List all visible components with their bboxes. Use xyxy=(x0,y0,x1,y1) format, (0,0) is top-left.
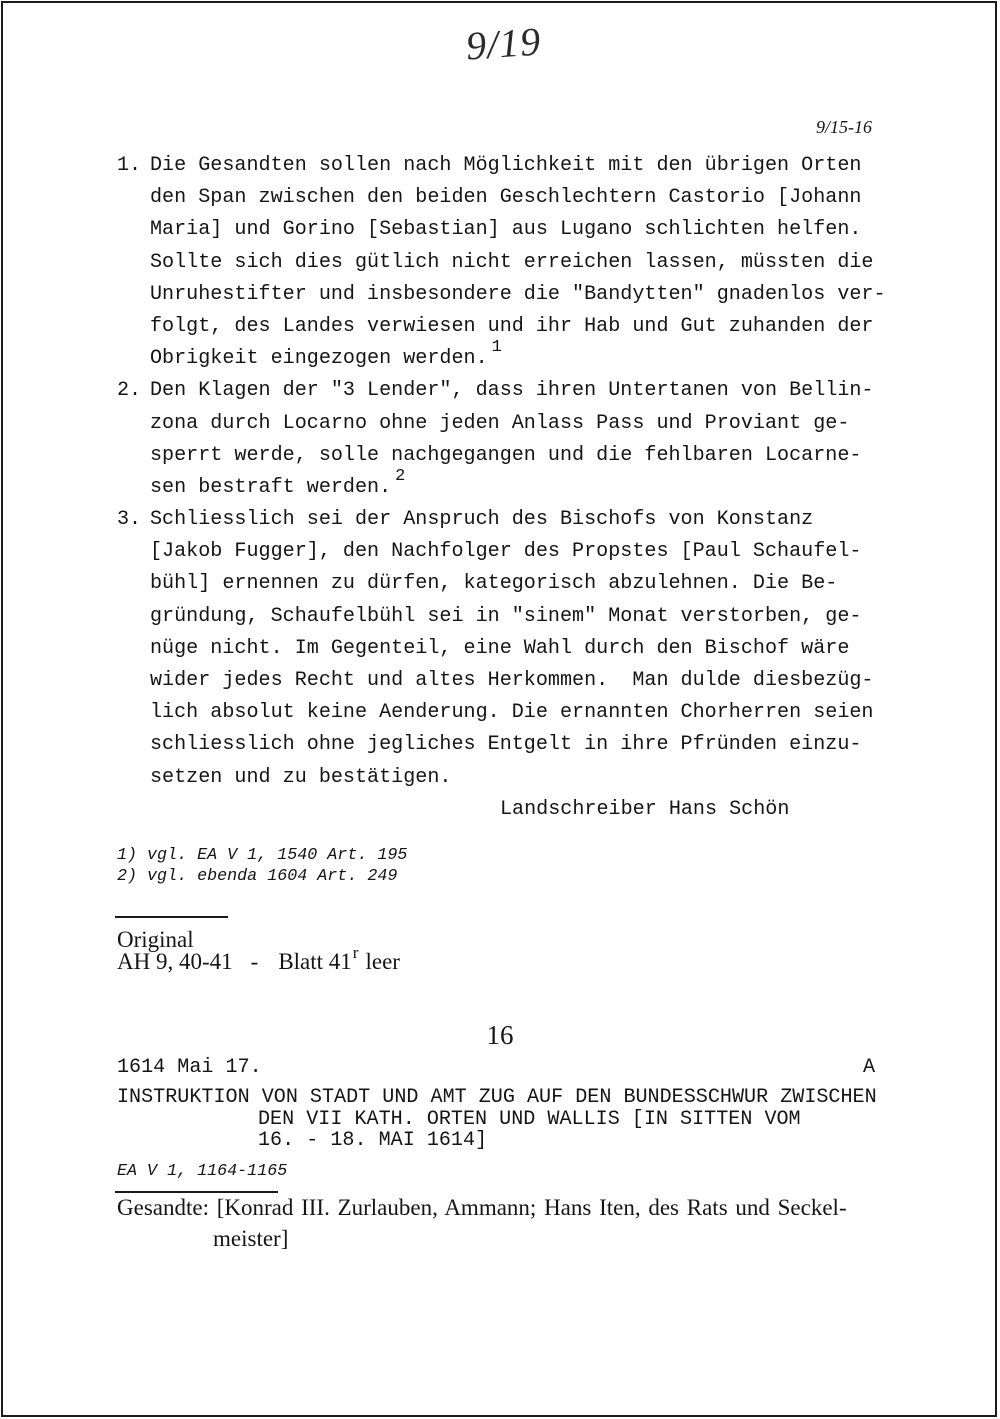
sheet-note: leer xyxy=(365,949,400,974)
item-number: 1. xyxy=(117,154,142,177)
item-text: Die Gesandten sollen nach Möglichkeit mit den übrigen Orten xyxy=(150,154,862,177)
item-text-line: gründung, Schaufelbühl sei in "sinem" Monat verstorben, ge- xyxy=(150,604,862,628)
item-text-line: Maria] und Gorino [Sebastian] aus Lugano schlichten helfen. xyxy=(150,218,862,242)
document-date: 1614 Mai 17. xyxy=(117,1056,262,1079)
delegates-line: Gesandte: [Konrad III. Zurlauben, Ammann; Hans Iten, des Rats und Seckel- xyxy=(117,1194,847,1220)
delegates xyxy=(117,1192,847,1254)
item-1-last-line xyxy=(117,338,917,375)
item-text: sen bestraft werden. xyxy=(150,475,392,499)
item-text-line: sperrt werde, solle nachgegangen und die fehlbaren Locarne- xyxy=(150,443,862,467)
document-title xyxy=(117,1087,877,1152)
item-text-line: wider jedes Recht und altes Herkommen. Man dulde diesbezüg- xyxy=(150,669,874,692)
item-number: 3. xyxy=(117,508,142,532)
title-line: 16. - 18. MAI 1614] xyxy=(258,1129,488,1152)
item-text-line: bühl] ernennen zu dürfen, kategorisch abzulehnen. Die Be- xyxy=(150,572,838,596)
footnote-1: 1) vgl. EA V 1, 1540 Art. 195 xyxy=(117,845,408,865)
item-text-line: Sollte sich dies gütlich nicht erreichen lassen, müssten die xyxy=(150,250,874,274)
item-text-line: Unruhestifter und insbesondere die "Bandytten" gnadenlos ver- xyxy=(150,282,886,306)
handwritten-folio-number: 9/19 xyxy=(464,18,543,69)
item-3-first-line xyxy=(117,504,917,536)
item-text-line: lich absolut keine Aenderung. Die ernannten Chorherren seien xyxy=(150,701,874,725)
item-text-line: folgt, des Landes verwiesen und ihr Hab und Gut zuhanden der xyxy=(150,314,874,338)
page-reference: 9/15-16 xyxy=(816,117,872,137)
item-text: Schliesslich sei der Anspruch des Bischofs von Konstanz xyxy=(150,508,814,532)
document-number: 16 xyxy=(486,1020,514,1050)
item-text-line: schliesslich ohne jegliches Entgelt in ihre Pfründen einzu- xyxy=(150,733,862,757)
archive-signature: AH 9, 40-41 xyxy=(117,949,233,974)
source-block xyxy=(117,929,400,973)
title-line: INSTRUKTION VON STADT UND AMT ZUG AUF DEN BUNDESSCHWUR ZWISCHEN xyxy=(117,1086,877,1109)
item-text-line: setzen und zu bestätigen. xyxy=(150,765,452,789)
footnote-ref-1: 1 xyxy=(491,338,502,358)
item-2-last-line xyxy=(117,466,917,504)
delegates-line: meister] xyxy=(213,1225,289,1251)
item-text-line: den Span zwischen den beiden Geschlechtern Castorio [Johann xyxy=(150,186,862,210)
item-text-line: [Jakob Fugger], den Nachfolger des Propstes [Paul Schaufel- xyxy=(150,540,862,564)
sheet-number: Blatt 41 xyxy=(278,949,352,974)
sheet-side: r xyxy=(352,943,359,962)
footnotes xyxy=(117,845,407,887)
archive-separator: - xyxy=(250,949,259,974)
item-text-line: zona durch Locarno ohne jeden Anlass Pass und Proviant ge- xyxy=(150,411,850,435)
footnote-2: 2) vgl. ebenda 1604 Art. 249 xyxy=(117,866,398,886)
item-1-first-line xyxy=(117,150,917,182)
item-text: Obrigkeit eingezogen werden. xyxy=(150,347,488,371)
signature: Landschreiber Hans Schön xyxy=(500,797,790,821)
item-text: Den Klagen der "3 Lender", dass ihren Untertanen von Bellin- xyxy=(150,379,874,403)
instruction-items xyxy=(117,150,917,826)
item-text-line: nüge nicht. Im Gegenteil, eine Wahl durch den Bischof wäre xyxy=(150,636,850,660)
footnote-ref-2: 2 xyxy=(395,466,406,486)
title-line: DEN VII KATH. ORTEN UND WALLIS [IN SITTEN VOM xyxy=(258,1107,801,1131)
divider-rule xyxy=(115,916,228,918)
archive-reference xyxy=(117,943,400,974)
item-number: 2. xyxy=(117,379,142,403)
source-label: Original xyxy=(117,927,194,952)
document-reference: EA V 1, 1164-1165 xyxy=(117,1162,288,1181)
item-2-first-line xyxy=(117,375,917,407)
document-marker: A xyxy=(863,1056,876,1079)
